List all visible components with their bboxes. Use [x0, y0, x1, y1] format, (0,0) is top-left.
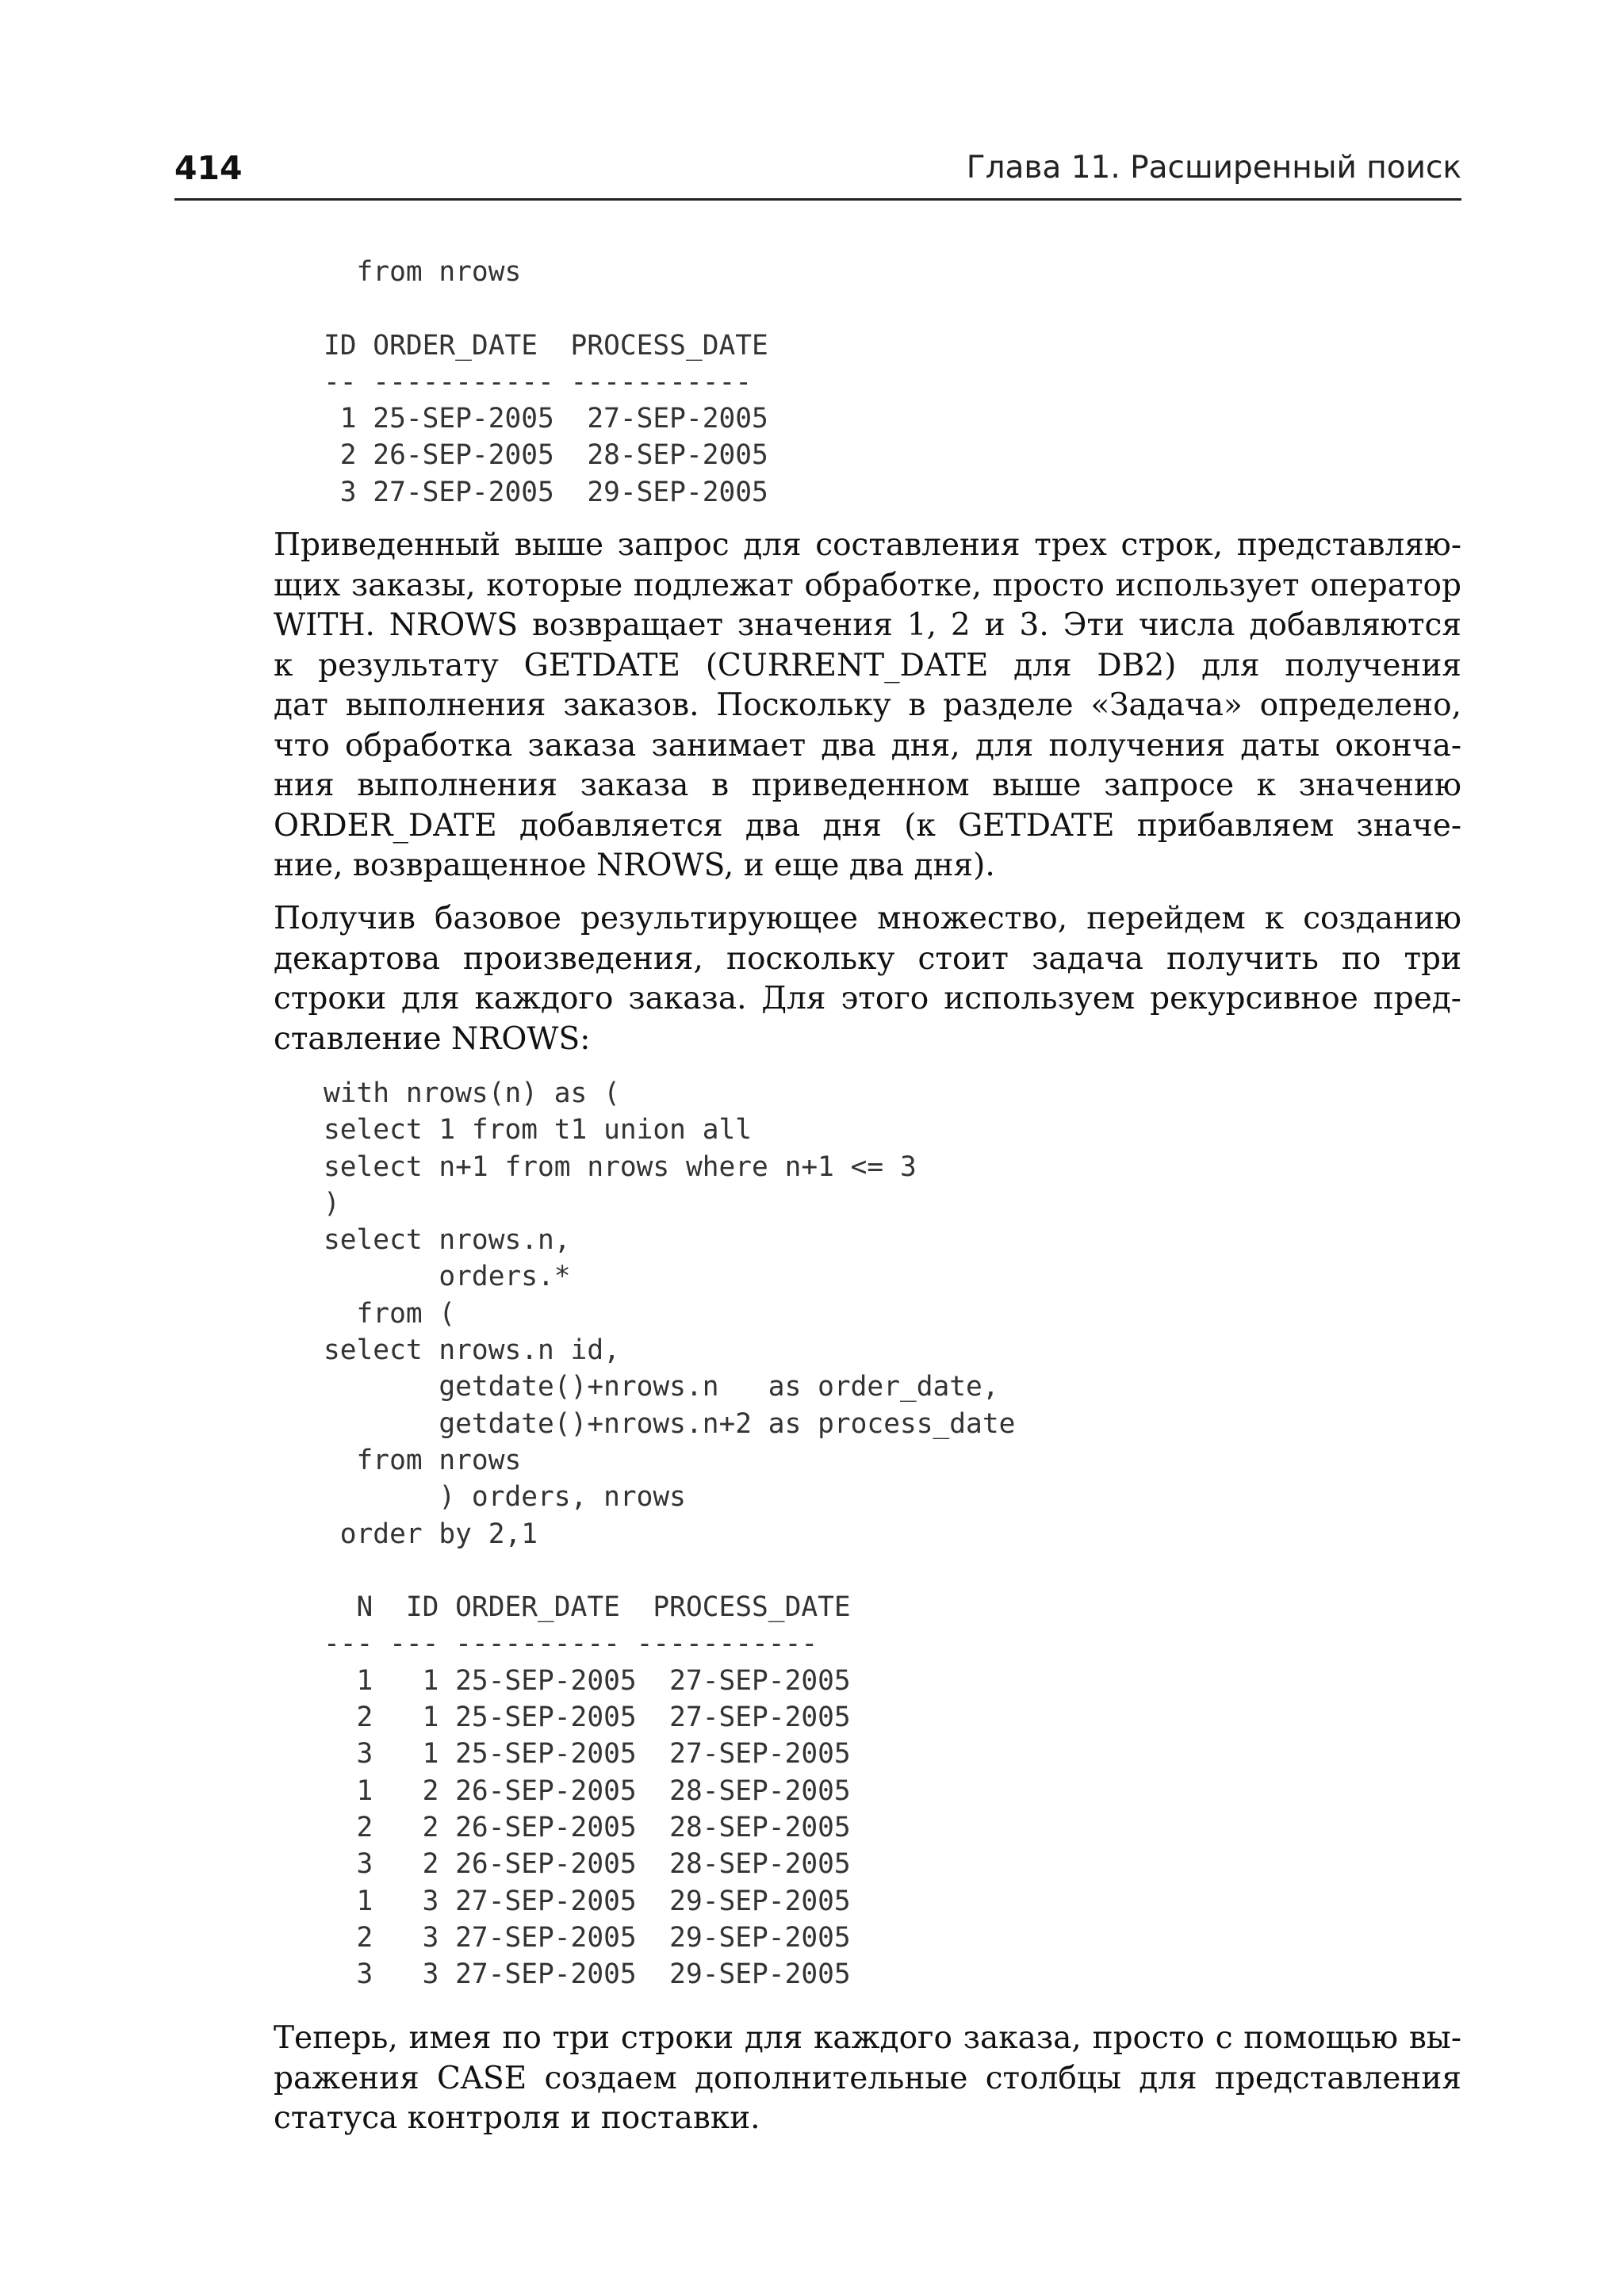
code-line: 1 2 26-SEP-2005 28-SEP-2005 — [324, 1774, 851, 1807]
code-line: select nrows.n, — [324, 1224, 571, 1257]
paragraph-line: Приведенный выше запрос для составления трех строк, представляю- — [274, 527, 1461, 563]
paragraph-line: Получив базовое результирующее множество, перейдем к созданию — [274, 901, 1461, 936]
code-line: order by 2,1 — [324, 1518, 538, 1550]
code-block-query-result — [324, 254, 768, 511]
code-line: 1 1 25-SEP-2005 27-SEP-2005 — [324, 1664, 851, 1697]
code-line: 1 25-SEP-2005 27-SEP-2005 — [324, 403, 768, 435]
paragraph-line: ORDER_DATE добавляется два дня (к GETDATE прибавляем значе- — [274, 807, 1461, 844]
paragraph-line: к результату GETDATE (CURRENT_DATE для DB2) для получения — [274, 647, 1461, 683]
paragraph-line: щих заказы, которые подлежат обработке, просто использует оператор — [274, 567, 1461, 603]
code-line: with nrows(n) as ( — [324, 1078, 620, 1109]
paragraph-line: Теперь, имея по три строки для каждого заказа, просто с помощью вы- — [274, 2020, 1461, 2056]
paragraph-line: декартова произведения, поскольку стоит задача получить по три — [274, 940, 1461, 977]
paragraph-line: ставление NROWS: — [274, 1020, 591, 1057]
code-line: ) — [324, 1187, 340, 1219]
code-line: --- --- ---------- ----------- — [324, 1628, 818, 1660]
paragraph-line: статуса контроля и поставки. — [274, 2100, 760, 2136]
code-line: from nrows — [324, 256, 522, 288]
code-line: getdate()+nrows.n+2 as process_date — [324, 1407, 1016, 1440]
code-line: 3 3 27-SEP-2005 29-SEP-2005 — [324, 1958, 851, 1991]
code-line: 1 3 27-SEP-2005 29-SEP-2005 — [324, 1885, 851, 1917]
paragraph-line: строки для каждого заказа. Для этого используем рекурсивное пред- — [274, 981, 1461, 1016]
code-line: from ( — [324, 1297, 456, 1330]
page-header — [174, 141, 1461, 201]
paragraph-line: что обработка заказа занимает два дня, для получения даты оконча- — [274, 727, 1461, 764]
code-line: 2 2 26-SEP-2005 28-SEP-2005 — [324, 1811, 851, 1843]
code-line: 3 2 26-SEP-2005 28-SEP-2005 — [324, 1848, 851, 1881]
body-paragraph — [274, 899, 1461, 1059]
code-line: getdate()+nrows.n as order_date, — [324, 1371, 999, 1403]
code-line: select nrows.n id, — [324, 1334, 620, 1367]
code-line: -- ----------- ----------- — [324, 366, 753, 398]
body-paragraph — [274, 526, 1461, 886]
code-line: 3 27-SEP-2005 29-SEP-2005 — [324, 476, 768, 508]
code-line: select n+1 from nrows where n+1 <= 3 — [324, 1150, 917, 1183]
code-line: 2 3 27-SEP-2005 29-SEP-2005 — [324, 1921, 851, 1954]
paragraph-line: WITH. NROWS возвращает значения 1, 2 и 3. Эти числа добавляются — [274, 607, 1461, 643]
paragraph-line: дат выполнения заказов. Поскольку в разделе «Задача» определено, — [274, 687, 1461, 723]
code-line: ) orders, nrows — [324, 1481, 686, 1514]
code-line: select 1 from t1 union all — [324, 1114, 753, 1146]
body-paragraph — [274, 2019, 1461, 2139]
code-block-recursive-query — [324, 1075, 1015, 1992]
code-line: from nrows — [324, 1444, 522, 1476]
code-line: 2 26-SEP-2005 28-SEP-2005 — [324, 439, 768, 472]
paragraph-line: ние, возвращенное NROWS, и еще два дня). — [274, 848, 995, 883]
code-line — [324, 1552, 1015, 1589]
running-head: Глава 11. Расширенный поиск — [966, 150, 1461, 186]
code-line: ID ORDER_DATE PROCESS_DATE — [324, 329, 768, 362]
page-number: 414 — [174, 149, 243, 187]
code-line: N ID ORDER_DATE PROCESS_DATE — [324, 1591, 851, 1624]
paragraph-line: ния выполнения заказа в приведенном выше запросе к значению — [274, 768, 1461, 803]
paragraph-line: ражения CASE создаем дополнительные столбцы для представления — [274, 2060, 1461, 2096]
code-line: orders.* — [324, 1261, 571, 1293]
code-line — [324, 290, 768, 327]
code-line: 2 1 25-SEP-2005 27-SEP-2005 — [324, 1702, 851, 1734]
code-line: 3 1 25-SEP-2005 27-SEP-2005 — [324, 1738, 851, 1770]
